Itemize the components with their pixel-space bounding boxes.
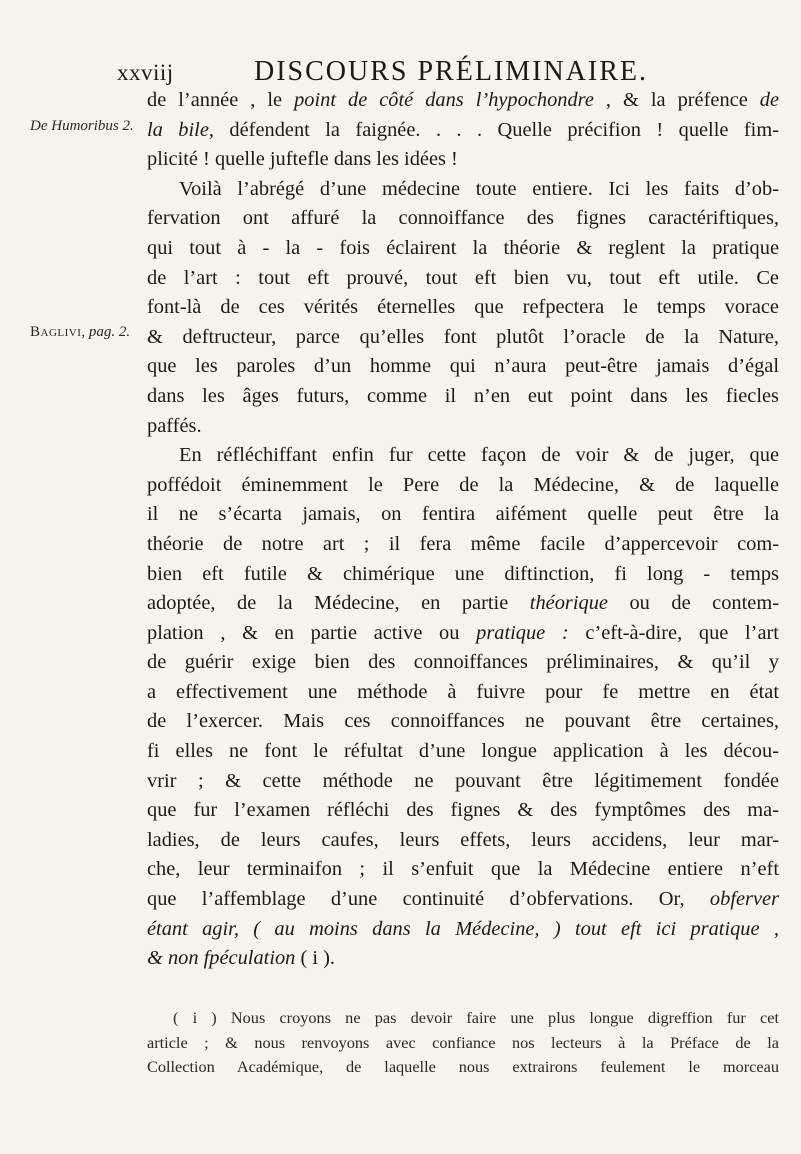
text-line: font-là de ces vérités éternelles que refpectera le temps vorace [147,296,779,319]
running-title: DISCOURS PRÉLIMINAIRE. [254,56,649,87]
text-run: c’eft-à-dire, que l’art [568,621,779,644]
italic-run: point de côté dans l’hypochondre [294,89,594,111]
text-line: a effectivement une méthode à fuivre pour fe mettre en état [147,680,779,703]
margin-note-de-humoribus: De Humoribus 2. [30,118,134,134]
text-run: ou de contem- [607,592,779,615]
text-line: paffés. [147,414,202,437]
text-line: théorie de notre art ; il fera même facile d’appercevoir com- [147,532,779,555]
margin-note-page-ref: , pag. 2. [81,324,131,340]
italic-run: étant agir, ( au moins dans la Médecine, ) tout eft ici pratique , [147,917,779,940]
footnote-ref: ( i ). [295,947,336,970]
text-line [147,86,779,116]
text-line: plicité ! quelle juftefle dans les idées ! [147,148,458,171]
footnote-line: ( i ) Nous croyons ne pas devoir faire une plus longue digreffion fur cet [173,1008,779,1027]
text-line [147,944,779,974]
text-line: ladies, de leurs caufes, leurs effets, leurs accidens, leur mar- [147,828,779,851]
text-line [147,915,779,945]
text-line: poffédoit éminemment le Pere de la Médecine, & de laquelle [147,473,779,496]
italic-run: obferver [709,888,779,911]
italic-run: la bile [147,118,209,141]
margin-note-baglivi [30,324,130,341]
text-line: vrir ; & cette méthode ne pouvant être légitimement fondée [147,769,779,792]
text-line: de l’exercer. Mais ces connoiffances ne pouvant être certaines, [147,710,779,733]
text-line: il ne s’écarta jamais, on fentira aifément quelle peut être la [147,503,779,526]
text-line [147,885,779,915]
italic-run: de [759,89,780,111]
text-line: qui tout à - la - fois éclairent la théorie & reglent la pratique [147,236,779,259]
text-line [147,619,779,649]
text-line: que fur l’examen réfléchi des fignes & des fymptômes des ma- [147,799,779,822]
text-line: Voilà l’abrégé d’une médecine toute entiere. Ici les faits d’ob- [179,177,779,200]
text-line: fervation ont affuré la connoiffance des fignes caractériftiques, [147,207,779,230]
text-line: & deftructeur, parce qu’elles font plutôt l’oracle de la Nature, [147,325,779,348]
text-line: dans les âges futurs, comme il n’en eut point dans les fiecles [147,384,779,407]
italic-run: pratique : [476,621,569,644]
margin-note-author: Baglivi [30,324,82,340]
text-line: de l’art : tout eft prouvé, tout eft bien vu, tout eft utile. Ce [147,266,779,289]
footnote-line: Collection Académique, de laquelle nous extrairons feulement le morceau [147,1057,779,1076]
main-text [147,86,779,974]
text-run: adoptée, de la Médecine, en partie [147,592,530,615]
text-line: que les paroles d’un homme qui n’aura peut-être jamais d’égal [147,355,779,378]
text-run: de l’année , le [147,89,295,111]
page-number: xxviij [117,60,174,85]
text-run: , & la préfence [593,89,760,111]
text-run: , défendent la faignée. . . . Quelle précifion ! quelle fim- [208,118,779,141]
footnote [147,1006,779,1080]
footnote-line: article ; & nous renvoyons avec confiance nos lecteurs à la Préface de la [147,1032,779,1052]
text-run: que l’affemblage d’une continuité d’obfervations. Or, [147,888,710,911]
text-line [147,589,779,619]
text-line: che, leur terminaifon ; il s’enfuit que la Médecine entiere n’eft [147,858,779,881]
text-line [147,116,779,146]
italic-run: théorique [529,592,608,615]
text-line: En réfléchiffant enfin fur cette façon de voir & de juger, que [179,444,779,467]
text-line: fi elles ne font le réfultat d’une longue application à les décou- [147,740,779,763]
text-line: bien eft futile & chimérique une diftinction, fi long - temps [147,562,779,585]
text-run: plation , & en partie active ou [147,621,477,644]
italic-run: & non fpéculation [147,947,296,970]
text-line: de guérir exige bien des connoiffances préliminaires, & qu’il y [147,651,779,674]
